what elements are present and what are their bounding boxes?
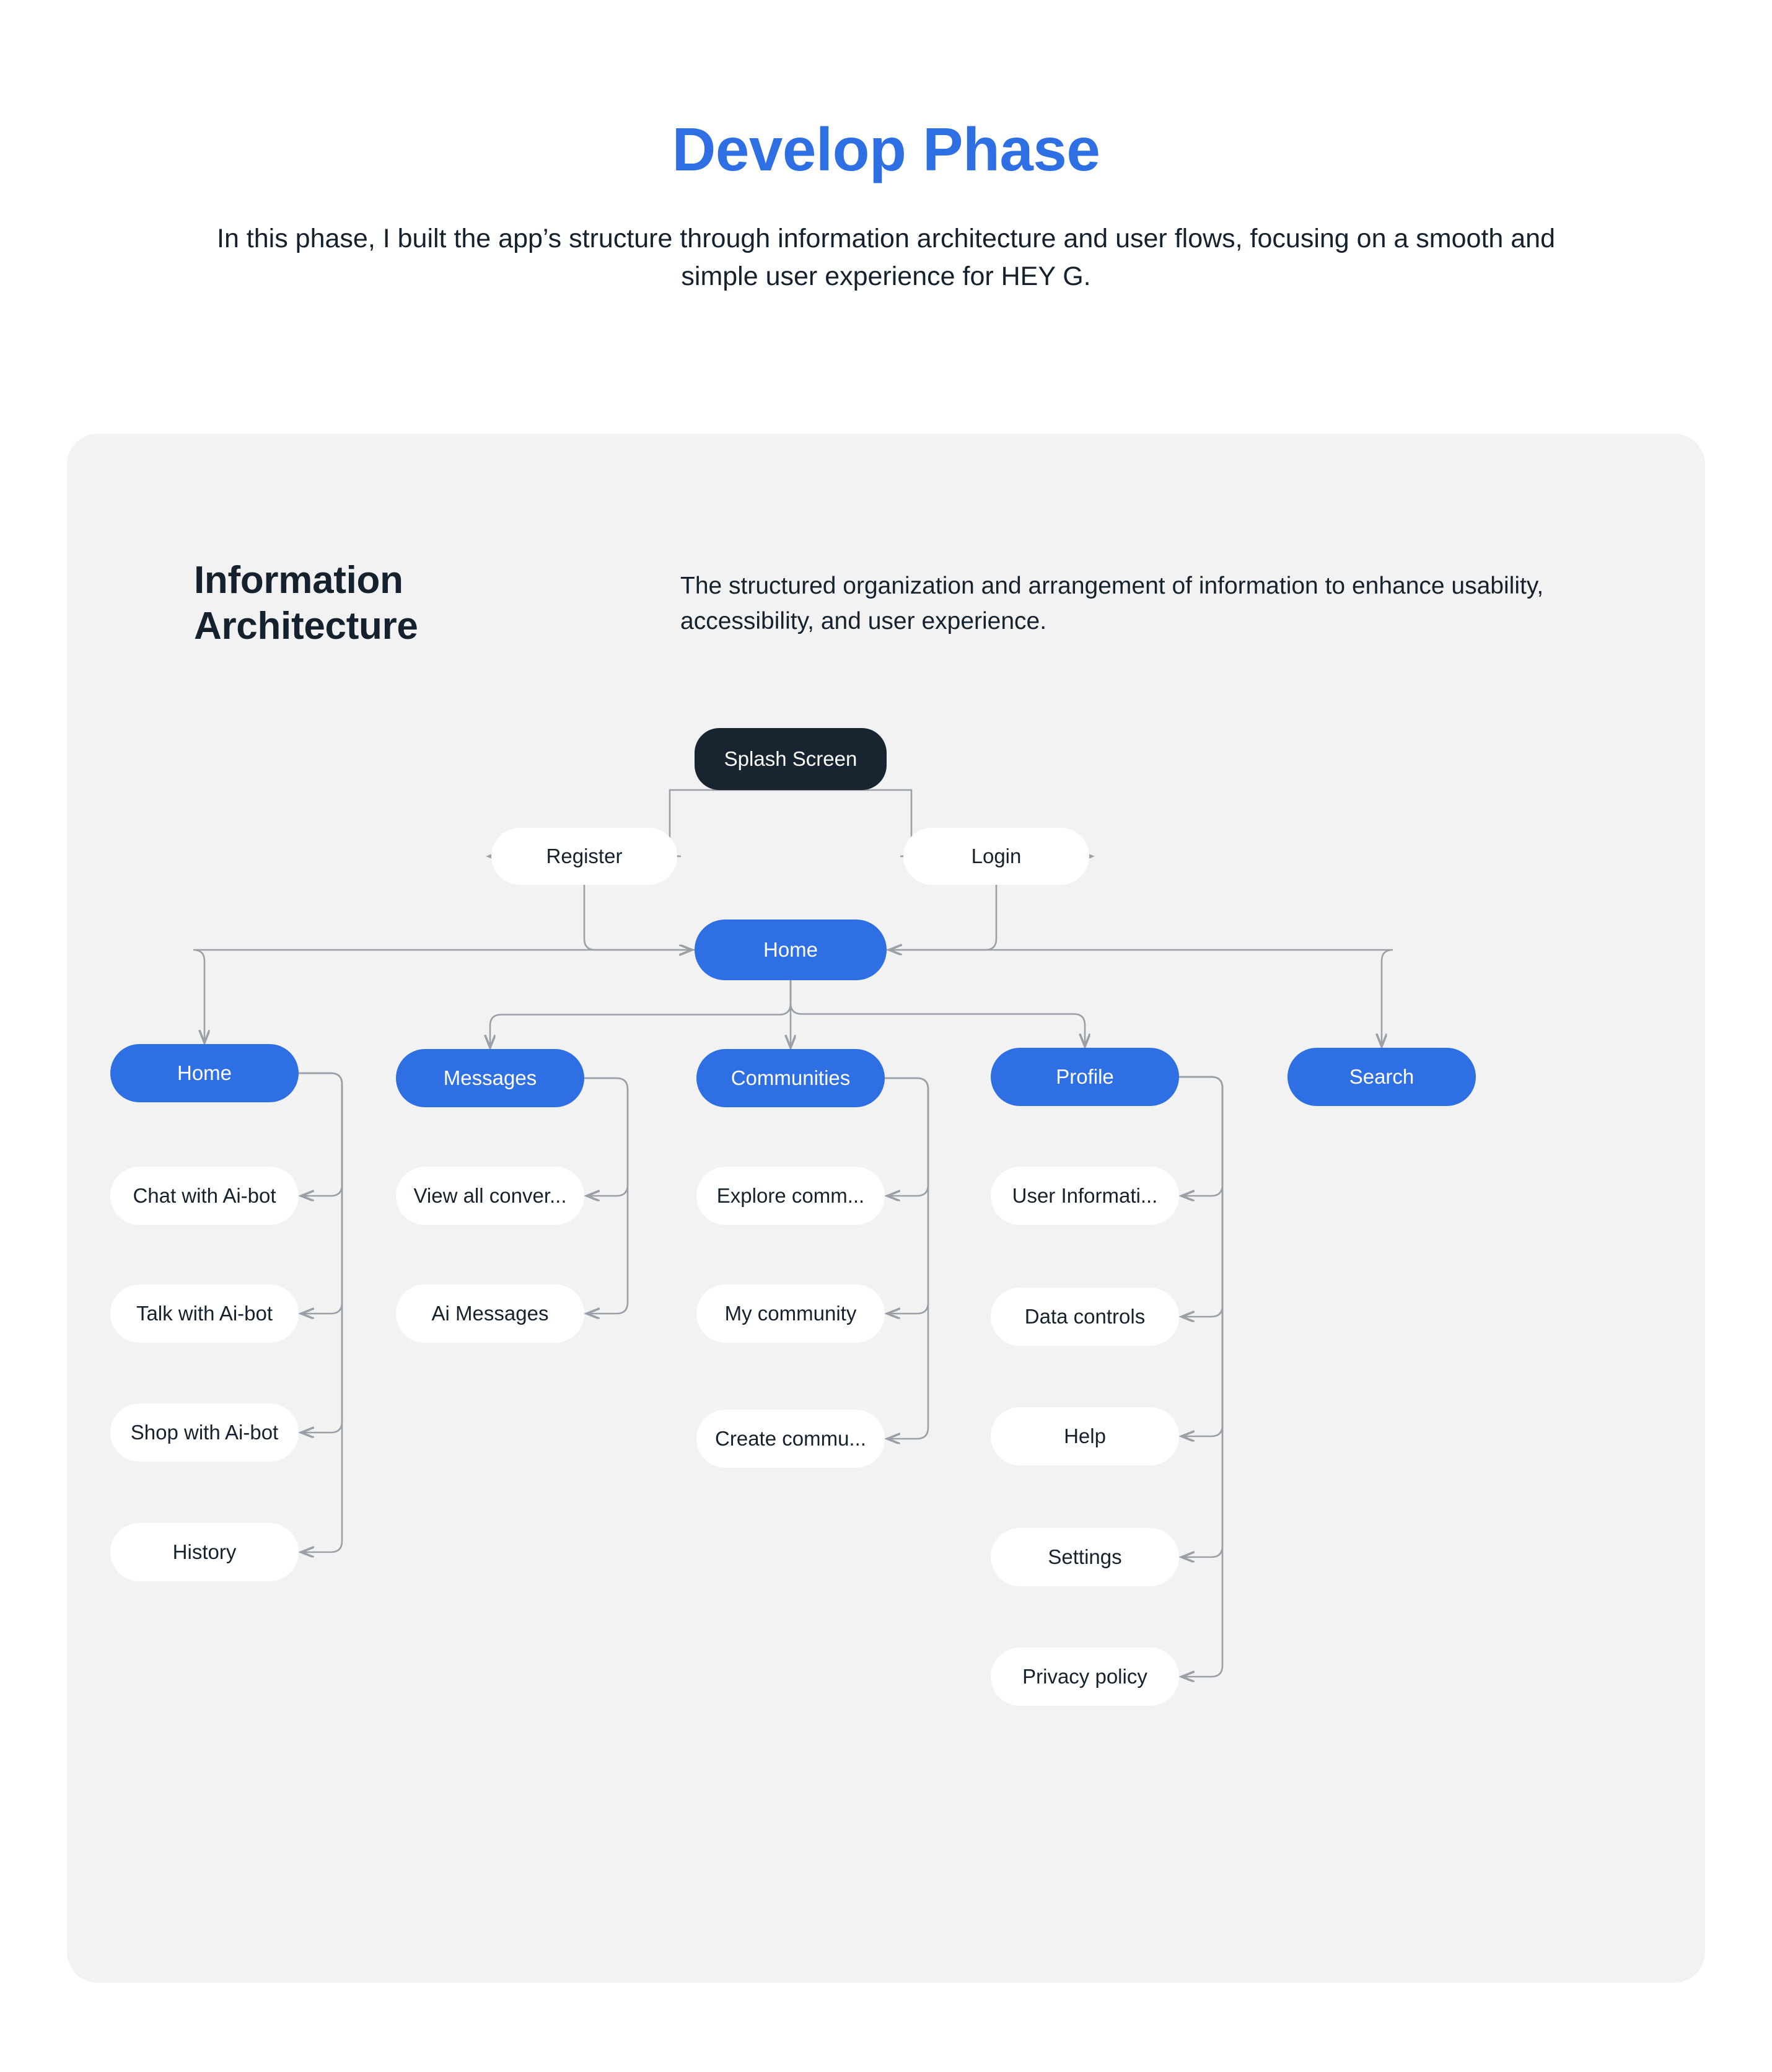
node-label: View all conver... — [413, 1184, 567, 1207]
node-label: Login — [971, 845, 1022, 867]
node-label: Chat with Ai-bot — [133, 1184, 276, 1207]
node-shop-ai[interactable] — [110, 1403, 299, 1462]
node-settings[interactable] — [991, 1528, 1179, 1586]
node-my-comm[interactable] — [696, 1284, 885, 1343]
node-label: My community — [724, 1302, 857, 1325]
node-label: Home — [177, 1061, 232, 1084]
node-home-root[interactable] — [695, 920, 887, 980]
node-help[interactable] — [991, 1407, 1179, 1465]
node-home[interactable] — [110, 1044, 299, 1102]
node-splash[interactable] — [695, 728, 887, 790]
node-label: Profile — [1056, 1065, 1114, 1088]
node-profile[interactable] — [991, 1048, 1179, 1106]
page-title: Develop Phase — [672, 115, 1100, 183]
node-search[interactable] — [1287, 1048, 1476, 1106]
node-label: Home — [763, 938, 818, 961]
node-label: Talk with Ai-bot — [136, 1302, 273, 1325]
page-header — [0, 0, 1772, 296]
diagram-connectors — [67, 434, 1705, 1983]
node-label: User Informati... — [1012, 1184, 1158, 1207]
information-architecture-panel — [67, 434, 1705, 1983]
node-explore-comm[interactable] — [696, 1167, 885, 1225]
node-messages[interactable] — [396, 1049, 584, 1107]
node-data-ctrl[interactable] — [991, 1288, 1179, 1346]
section-description: The structured organization and arrangement of information to enhance usability, accessibility, and user experience. — [680, 573, 1544, 634]
node-talk-ai[interactable] — [110, 1284, 299, 1343]
page-subtitle: In this phase, I built the app’s structure through information architecture and user flows, focusing on a smooth and simple user experience for HEY G. — [217, 223, 1555, 291]
node-login[interactable] — [903, 828, 1089, 885]
node-label: Ai Messages — [431, 1302, 549, 1325]
node-ai-messages[interactable] — [396, 1284, 584, 1343]
node-label: Shop with Ai-bot — [130, 1421, 279, 1444]
node-communities[interactable] — [696, 1049, 885, 1107]
node-label: Privacy policy — [1022, 1665, 1147, 1688]
ia-diagram — [67, 434, 1705, 1983]
node-label: Data controls — [1024, 1305, 1146, 1328]
section-title: Information Architecture — [194, 559, 418, 648]
node-user-info[interactable] — [991, 1167, 1179, 1225]
node-label: Explore comm... — [716, 1184, 865, 1207]
node-create-comm[interactable] — [696, 1410, 885, 1468]
node-history[interactable] — [110, 1523, 299, 1581]
node-label: Register — [546, 845, 623, 867]
node-label: Messages — [443, 1066, 537, 1089]
node-label: Settings — [1048, 1545, 1122, 1568]
node-chat-ai[interactable] — [110, 1167, 299, 1225]
node-register[interactable] — [491, 828, 677, 885]
node-label: Splash Screen — [724, 747, 857, 770]
node-label: Create commu... — [715, 1427, 866, 1450]
node-view-conv[interactable] — [396, 1167, 584, 1225]
node-privacy[interactable] — [991, 1648, 1179, 1706]
node-label: Communities — [730, 1066, 851, 1089]
node-label: History — [172, 1540, 237, 1563]
node-label: Help — [1064, 1424, 1106, 1447]
node-label: Search — [1349, 1065, 1415, 1088]
